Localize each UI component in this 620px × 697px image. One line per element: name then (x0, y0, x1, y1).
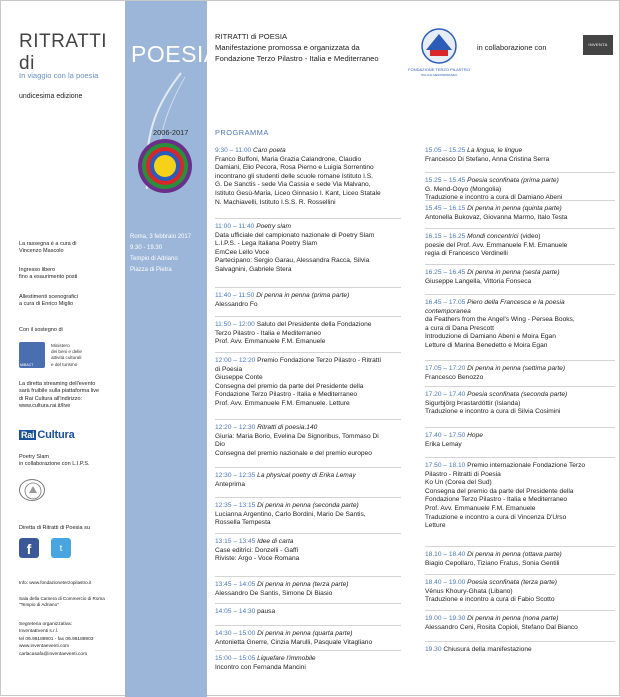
program-entry (215, 292, 401, 309)
entry-body: Alessandro Fo (215, 300, 258, 308)
poster-title: RITRATTI di (19, 31, 108, 74)
entry-heading (215, 147, 401, 156)
entry-heading (215, 321, 401, 330)
program-divider (215, 352, 401, 353)
entry-heading (215, 424, 401, 433)
entry-title: Poesia sconfinata (prima parte) (467, 177, 559, 184)
entry-body: Francesco Benozzo (425, 373, 484, 381)
slam-text: Poetry Slam in collaborazione con L.I.P.S. (19, 454, 90, 468)
program-entry (215, 630, 401, 647)
entry-body: Giuria: Maria Borio, Evelina De Signoribus, Tommaso Di Dio Consegna del premio nazionale e del premio europeo (215, 432, 379, 457)
entry-title: Piero della Francesca e la poesia contemporanea (425, 299, 565, 315)
entry-time: 17.40 – 17.50 (425, 432, 468, 439)
entry-heading (425, 365, 615, 374)
entry-heading (215, 630, 401, 639)
entry-body: G. Mend-Ooyo (Mongolia) Traduzione e incontro a cura di Damiano Abeni (425, 185, 563, 202)
entry-body: Alessandro De Santis, Simone Di Biasio (215, 589, 333, 597)
edition-label: undicesima edizione (19, 93, 83, 100)
entry-body: Sigurbjörg Þrastardóttir (Islanda) Traduzione e incontro a cura di Silvia Cosimini (425, 399, 561, 416)
entry-title: pausa (257, 608, 276, 615)
program-divider (215, 419, 401, 420)
program-divider (425, 610, 615, 611)
svg-text:FONDAZIONE TERZO PILASTRO: FONDAZIONE TERZO PILASTRO (408, 67, 470, 72)
program-divider (215, 576, 401, 577)
left-column (1, 1, 125, 697)
program-divider (425, 200, 615, 201)
entry-title: Di penna in penna (ottava parte) (467, 551, 562, 558)
sets-text: Allestimenti scenografici a cura di Enrico Miglio (19, 294, 78, 308)
entry-time: 17.20 – 17.40 (425, 391, 468, 398)
entry-body: Franco Buffoni, Maria Grazia Calandrone, Claudio Damiani, Elio Pecora, Rosa Pierno e Luigia Sorrentino incontrano gli studenti delle scuole romane Istituto I.S. G. De Sanctis - sede Via Cassia e sede Via Malvano, Istituto Gesù-Maria, Liceo Ginnasio I. Kant, Liceo Statale N. Machiavelli, Istituto I.S.S. R. Rossellini (215, 155, 381, 206)
entry-time: 13:45 – 14:05 (215, 581, 258, 588)
entry-body: Biagio Cepollaro, Tiziano Fratus, Sonia Gentili (425, 559, 560, 567)
entry-title-extra: (video) (518, 233, 541, 240)
entry-time: 14:05 – 14:30 (215, 608, 258, 615)
twitter-icon[interactable]: t (51, 538, 71, 558)
entry-title: Chiusura della manifestazione (443, 646, 532, 653)
program-entry (425, 432, 615, 449)
entry-heading (425, 205, 615, 214)
support-label: Con il sostegno di (19, 327, 63, 333)
mibact-text: Ministero dei beni e delle attività culturali e del turismo (51, 343, 82, 367)
header-text: RITRATTI di POESIA Manifestazione promossa e organizzata da Fondazione Terzo Pilastro - Italia e Mediterraneo (215, 32, 379, 63)
poesia-word: POESIA (131, 41, 220, 67)
program-entry (425, 391, 615, 417)
entry-title: Di penna in penna (prima parte) (256, 292, 350, 299)
entry-title: Di penna in penna (sesta parte) (467, 269, 560, 276)
entry-body: poesie del Prof. Avv. Emmanuele F.M. Emanuele regia di Francesco Verdinelli (425, 241, 568, 258)
entry-body: Antonietta Gnerre, Cinzia Marulli, Pasquale Vitagliano (215, 638, 373, 646)
program-entry (425, 147, 615, 164)
program-entry (425, 462, 615, 531)
rai-cultura-name: Cultura (37, 429, 75, 441)
entry-heading (215, 608, 401, 617)
entry-body: Antonella Bukovaz, Giovanna Marmo, Italo Testa (425, 213, 568, 221)
entry-time: 16.15 – 16.25 (425, 233, 468, 240)
program-heading: PROGRAMMA (215, 128, 269, 137)
entry-heading (425, 299, 615, 316)
entry-heading (425, 462, 615, 471)
entry-heading (425, 646, 615, 655)
program-divider (215, 650, 401, 651)
entry-heading (215, 538, 401, 547)
entry-heading (425, 177, 615, 186)
inventa-logo: INVENTA EVENTI (583, 35, 613, 55)
program-entry (425, 299, 615, 351)
entry-title: Ritratti di poesia.140 (257, 424, 318, 431)
svg-text:ITALIA E MEDITERRANEO: ITALIA E MEDITERRANEO (420, 73, 458, 77)
entry-body: Pilastro - Ritratti di Poesia Ko Un (Corea del Sud) Consegna del premio da parte del Presidente della Fondazione Terzo Pilastro - Italia e Mediterraneo Prof. Avv. Emmanuele F.M. Emanuele Traduzione e incontro a cura di Vincenza D'Urso Letture (425, 470, 574, 530)
program-divider (425, 574, 615, 575)
entry-body: Giuseppe Langella, Vittoria Fonseca (425, 277, 532, 285)
entry-time: 16.25 – 16.45 (425, 269, 468, 276)
entry-time: 15.25 – 15.45 (425, 177, 468, 184)
program-divider (215, 603, 401, 604)
entry-time: 11:00 – 11:40 (215, 223, 257, 230)
program-divider (425, 264, 615, 265)
entry-body: Anteprima (215, 480, 246, 488)
entry-title: La lingua, le lingue (467, 147, 523, 154)
entry-body: Case editrici: Donzelli - Gaffi Riviste: Argo - Voce Romana (215, 546, 300, 563)
program-entry (425, 177, 615, 203)
program-divider (425, 386, 615, 387)
entry-time: 15.45 – 16.15 (425, 205, 468, 212)
entry-title: Caro poeta (253, 147, 286, 154)
program-entry (425, 646, 615, 655)
entry-time: 15.05 – 15.25 (425, 147, 468, 154)
entry-heading (425, 391, 615, 400)
direct-text: Diretta di Ritratti di Poesia su (19, 525, 90, 531)
years-label: 2006-2017 (153, 128, 189, 137)
program-divider (425, 546, 615, 547)
lips-emblem-icon (20, 480, 46, 502)
program-divider (215, 287, 401, 288)
program-entry (215, 147, 401, 207)
entry-time: 19.30 (425, 646, 444, 653)
entry-heading (425, 269, 615, 278)
entry-title: Di penna in penna (nona parte) (467, 615, 559, 622)
entry-title: Mondi concentrici (467, 233, 519, 240)
entry-body: di Poesia Giuseppe Conte Consegna del premio da parte del Presidente della Fondazione Terzo Pilastro - Italia e Mediterraneo Prof. Avv. Emmanuele F.M. Emanuele. Letture (215, 365, 364, 407)
colored-rings-icon (137, 138, 193, 194)
fondazione-logo-icon (408, 26, 470, 78)
entry-title: Di penna in penna (terza parte) (257, 581, 349, 588)
entry-heading (425, 147, 615, 156)
entry-heading (215, 292, 401, 301)
program-divider (215, 533, 401, 534)
rai-cultura-logo (19, 429, 76, 441)
program-entry (215, 223, 401, 275)
facebook-icon[interactable]: f (19, 538, 39, 558)
entry-title: Poesia sconfinata (terza parte) (467, 579, 557, 586)
entry-title: Di penna in penna (quinta parte) (467, 205, 562, 212)
entry-time: 11:50 – 12:00 (215, 321, 257, 328)
program-entry (215, 538, 401, 564)
entry-title: Di penna in penna (quarta parte) (257, 630, 353, 637)
entry-body: Erika Lemay (425, 440, 462, 448)
entry-body: Francesco Di Stefano, Anna Cristina Serra (425, 155, 550, 163)
entry-text: Ingresso libero fino a esaurimento posti (19, 267, 78, 281)
entry-heading (425, 551, 615, 560)
program-divider (215, 625, 401, 626)
entry-title: Premio internazionale Fondazione Terzo (467, 462, 586, 469)
entry-body: Lucianna Argentino, Carlo Bordini, Mario De Santis, Rossella Tempesta (215, 510, 366, 527)
program-entry (425, 615, 615, 632)
entry-title: La physical poetry di Erika Lemay (257, 472, 356, 479)
program-entry (425, 579, 615, 605)
program-entry (215, 424, 401, 458)
entry-time: 14:30 – 15:00 (215, 630, 258, 637)
program-entry (215, 472, 401, 489)
entry-title: Liquefare l'immobile (257, 655, 316, 662)
rai-logo: Rai (21, 430, 35, 440)
entry-body: Terzo Pilastro - Italia e Mediterraneo Prof. Avv. Emmanuele F.M. Emanuele (215, 329, 326, 346)
program-entry (215, 502, 401, 528)
entry-time: 16.45 – 17.05 (425, 299, 468, 306)
lips-logo-icon (19, 479, 45, 501)
entry-time: 15:00 – 15:05 (215, 655, 258, 662)
program-divider (215, 497, 401, 498)
entry-time: 18.10 – 18.40 (425, 551, 468, 558)
curator-text: La rassegna è a cura di Vincenzo Mascolo (19, 241, 77, 255)
program-divider (425, 228, 615, 229)
program-entry (425, 233, 615, 259)
entry-heading (425, 615, 615, 624)
poster-subtitle: In viaggio con la poesia (19, 71, 99, 80)
program-divider (215, 316, 401, 317)
entry-heading (215, 223, 401, 232)
entry-time: 17.05 – 17.20 (425, 365, 468, 372)
entry-title: Hope (467, 432, 483, 439)
program-divider (215, 218, 401, 219)
program-divider (425, 294, 615, 295)
entry-body: Incontro con Fernanda Mancini (215, 663, 306, 671)
entry-time: 12:30 – 12:35 (215, 472, 258, 479)
entry-heading (425, 579, 615, 588)
secretariat-text: Segreteria organizzativa: InventaEventi s.r.l. tel 06.98188901 - fax 06.98188903 www.inventaeventi.com carlacasafa@inventaeventi.com (19, 622, 94, 657)
entry-time: 12:00 – 12:20 (215, 357, 258, 364)
program-entry (425, 269, 615, 286)
entry-heading (215, 357, 401, 366)
program-divider (425, 641, 615, 642)
entry-heading (215, 502, 401, 511)
program-divider (425, 360, 615, 361)
entry-heading (215, 655, 401, 664)
program-entry (425, 365, 615, 382)
entry-body: Alessandro Ceni, Rosita Copioli, Stefano Dal Bianco (425, 623, 578, 631)
entry-heading (425, 432, 615, 441)
entry-heading (215, 472, 401, 481)
program-divider (425, 172, 615, 173)
collab-label: in collaborazione con (477, 43, 547, 52)
event-info: Roma, 3 febbraio 2017 9.30 - 19.30 Tempio di Adriano Piazza di Pietra (130, 234, 192, 273)
entry-body: Vénus Khoury-Ghata (Libano) Traduzione e incontro a cura di Fabio Scotto (425, 587, 555, 604)
entry-time: 13:15 – 13:45 (215, 538, 258, 545)
entry-time: 12:35 – 13:15 (215, 502, 258, 509)
program-entry (215, 357, 401, 409)
program-entry (215, 655, 401, 672)
entry-title: Saluto del Presidente della Fondazione (256, 321, 372, 328)
entry-title: Di penna in penna (settima parte) (467, 365, 566, 372)
program-entry (215, 321, 401, 347)
program-entry (215, 581, 401, 598)
entry-body: da Feathers from the Angel's Wing - Persea Books, a cura di Dana Prescott Introduzione di Damiano Abeni e Moira Egan Letture di Marina Benedetto e Moira Egan (425, 316, 575, 349)
program-entry (425, 551, 615, 568)
mibact-logo (19, 342, 45, 368)
entry-time: 9:30 – 11:00 (215, 147, 254, 154)
program-divider (215, 467, 401, 468)
entry-time: 19.00 – 19.30 (425, 615, 468, 622)
entry-title: Poesia sconfinata (seconda parte) (467, 391, 568, 398)
entry-title: Di penna in penna (seconda parte) (257, 502, 359, 509)
entry-title: Idee di carta (257, 538, 294, 545)
program-divider (425, 457, 615, 458)
mibact-mark: MiBACT (20, 363, 34, 367)
program-entry (215, 608, 401, 617)
entry-time: 11:40 – 11:50 (215, 292, 257, 299)
program-divider (425, 427, 615, 428)
program-entry (425, 205, 615, 222)
entry-heading (215, 581, 401, 590)
entry-heading (425, 233, 615, 242)
venue-text: Sala della Camera di Commercio di Roma "Tempio di Adriano" (19, 596, 105, 608)
entry-time: 12:20 – 12:30 (215, 424, 258, 431)
entry-title: Poetry slam (256, 223, 291, 230)
entry-time: 18.40 – 19.00 (425, 579, 468, 586)
entry-time: 17.50 – 18.10 (425, 462, 468, 469)
info-text: Info: www.fondazioneterzopilastro.it (19, 580, 92, 585)
entry-title: Premio Fondazione Terzo Pilastro - Ritratti (257, 357, 381, 364)
streaming-text: La diretta streaming dell'evento sarà fruibile sulla piattaforma live di Rai Cultura all'indirizzo: www.cultura.rai.it/live (19, 381, 100, 410)
entry-body: Data ufficiale del campionato nazionale di Poetry Slam L.I.P.S. - Lega Italiana Poetry Slam EmCee Lello Voce Partecipano: Sergio Garau, Alessandra Racca, Silvia Salvagnini, Gabriele Stera (215, 231, 375, 273)
